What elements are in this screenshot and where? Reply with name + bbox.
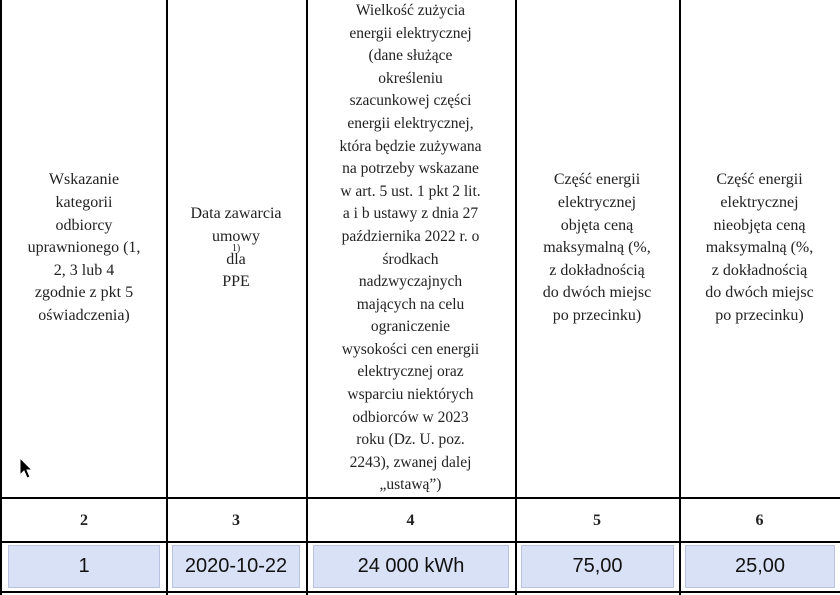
header-line: Część energii bbox=[553, 171, 641, 189]
header-line: z dokładnością bbox=[711, 261, 808, 279]
header-line: „ustawą”) bbox=[379, 476, 442, 494]
consumption-field[interactable]: 24 000 kWh bbox=[313, 545, 509, 588]
header-line: która będzie zużywana bbox=[339, 137, 482, 155]
header-line: ograniczenie bbox=[370, 318, 451, 336]
header-line: października 2022 r. o bbox=[341, 227, 480, 245]
header-line: określeniu bbox=[378, 69, 443, 87]
header-consumption bbox=[306, 0, 515, 497]
header-line: PPE bbox=[222, 273, 250, 291]
header-line: w art. 5 ust. 1 pkt 2 lit. bbox=[340, 182, 481, 200]
header-category bbox=[2, 0, 166, 497]
header-line: Wielkość zużycia bbox=[355, 1, 466, 19]
header-line: maksymalną (%, bbox=[543, 239, 651, 257]
header-line: Data zawarcia bbox=[190, 205, 282, 223]
header-line: z dokładnością bbox=[549, 261, 645, 279]
header-line: środkach bbox=[382, 250, 439, 268]
column-number: 3 bbox=[232, 511, 240, 529]
header-line: roku (Dz. U. poz. bbox=[356, 431, 465, 449]
column-number: 4 bbox=[406, 511, 415, 529]
header-line: uprawnionego (1, bbox=[27, 239, 141, 257]
column-number: 2 bbox=[80, 511, 88, 529]
header-line: Część energii bbox=[716, 171, 803, 189]
header-line: objęta ceną bbox=[560, 216, 634, 234]
category-field[interactable]: 1 bbox=[8, 545, 160, 588]
row-divider bbox=[2, 541, 840, 543]
covered-share-field[interactable]: 75,00 bbox=[521, 545, 674, 588]
header-line: odbiorcy bbox=[55, 216, 113, 234]
contract-date-field[interactable]: 2020-10-22 bbox=[172, 545, 300, 588]
header-line: wsparciu niektórych bbox=[347, 386, 474, 404]
header-line: a i b ustawy z dnia 27 bbox=[342, 205, 479, 223]
header-line: 2243), zwanej dalej bbox=[349, 453, 472, 471]
header-line: do dwóch miejsc bbox=[542, 284, 652, 302]
header-line: umowy 1) dla bbox=[190, 226, 281, 271]
header-line: elektrycznej oraz bbox=[357, 363, 464, 381]
row-divider bbox=[2, 497, 840, 499]
header-line: kategorii bbox=[55, 194, 113, 212]
row-divider bbox=[2, 591, 840, 593]
mouse-pointer-icon bbox=[19, 457, 35, 481]
header-line: Wskazanie bbox=[48, 171, 120, 189]
header-line: (dane służące bbox=[368, 47, 453, 65]
header-text: umowy bbox=[211, 227, 260, 245]
header-line: po przecinku) bbox=[552, 306, 642, 324]
header-line: elektrycznej bbox=[557, 194, 637, 212]
header-line: po przecinku) bbox=[715, 306, 804, 324]
header-line: nieobjęta ceną bbox=[713, 216, 806, 234]
column-number: 5 bbox=[593, 511, 601, 529]
column-number: 6 bbox=[755, 511, 764, 529]
header-text: dla bbox=[226, 250, 246, 268]
header-line: elektrycznej bbox=[720, 194, 799, 212]
header-line: energii elektrycznej bbox=[349, 24, 472, 42]
header-line: energii elektrycznej, bbox=[347, 114, 474, 132]
header-line: maksymalną (%, bbox=[705, 239, 814, 257]
header-line: mających na celu bbox=[356, 295, 465, 313]
column-uncovered-share bbox=[679, 0, 840, 595]
header-line: do dwóch miejsc bbox=[705, 284, 814, 302]
header-line: zgodnie z pkt 5 bbox=[34, 284, 134, 302]
header-line: szacunkowej części bbox=[349, 92, 472, 110]
column-category bbox=[2, 0, 168, 595]
column-consumption bbox=[306, 0, 517, 595]
header-contract-date bbox=[166, 0, 306, 497]
header-line: wysokości cen energii bbox=[341, 340, 480, 358]
header-uncovered-share bbox=[679, 0, 840, 497]
header-line: oświadczenia) bbox=[38, 306, 130, 324]
header-line: na potrzeby wskazane bbox=[342, 160, 479, 178]
header-covered-share bbox=[515, 0, 679, 497]
column-covered-share bbox=[515, 0, 681, 595]
header-line: odbiorców w 2023 bbox=[352, 408, 469, 426]
column-contract-date bbox=[166, 0, 308, 595]
header-line: 2, 3 lub 4 bbox=[53, 261, 115, 279]
header-line: nadzwyczajnych bbox=[358, 273, 463, 291]
uncovered-share-field[interactable]: 25,00 bbox=[685, 545, 835, 588]
